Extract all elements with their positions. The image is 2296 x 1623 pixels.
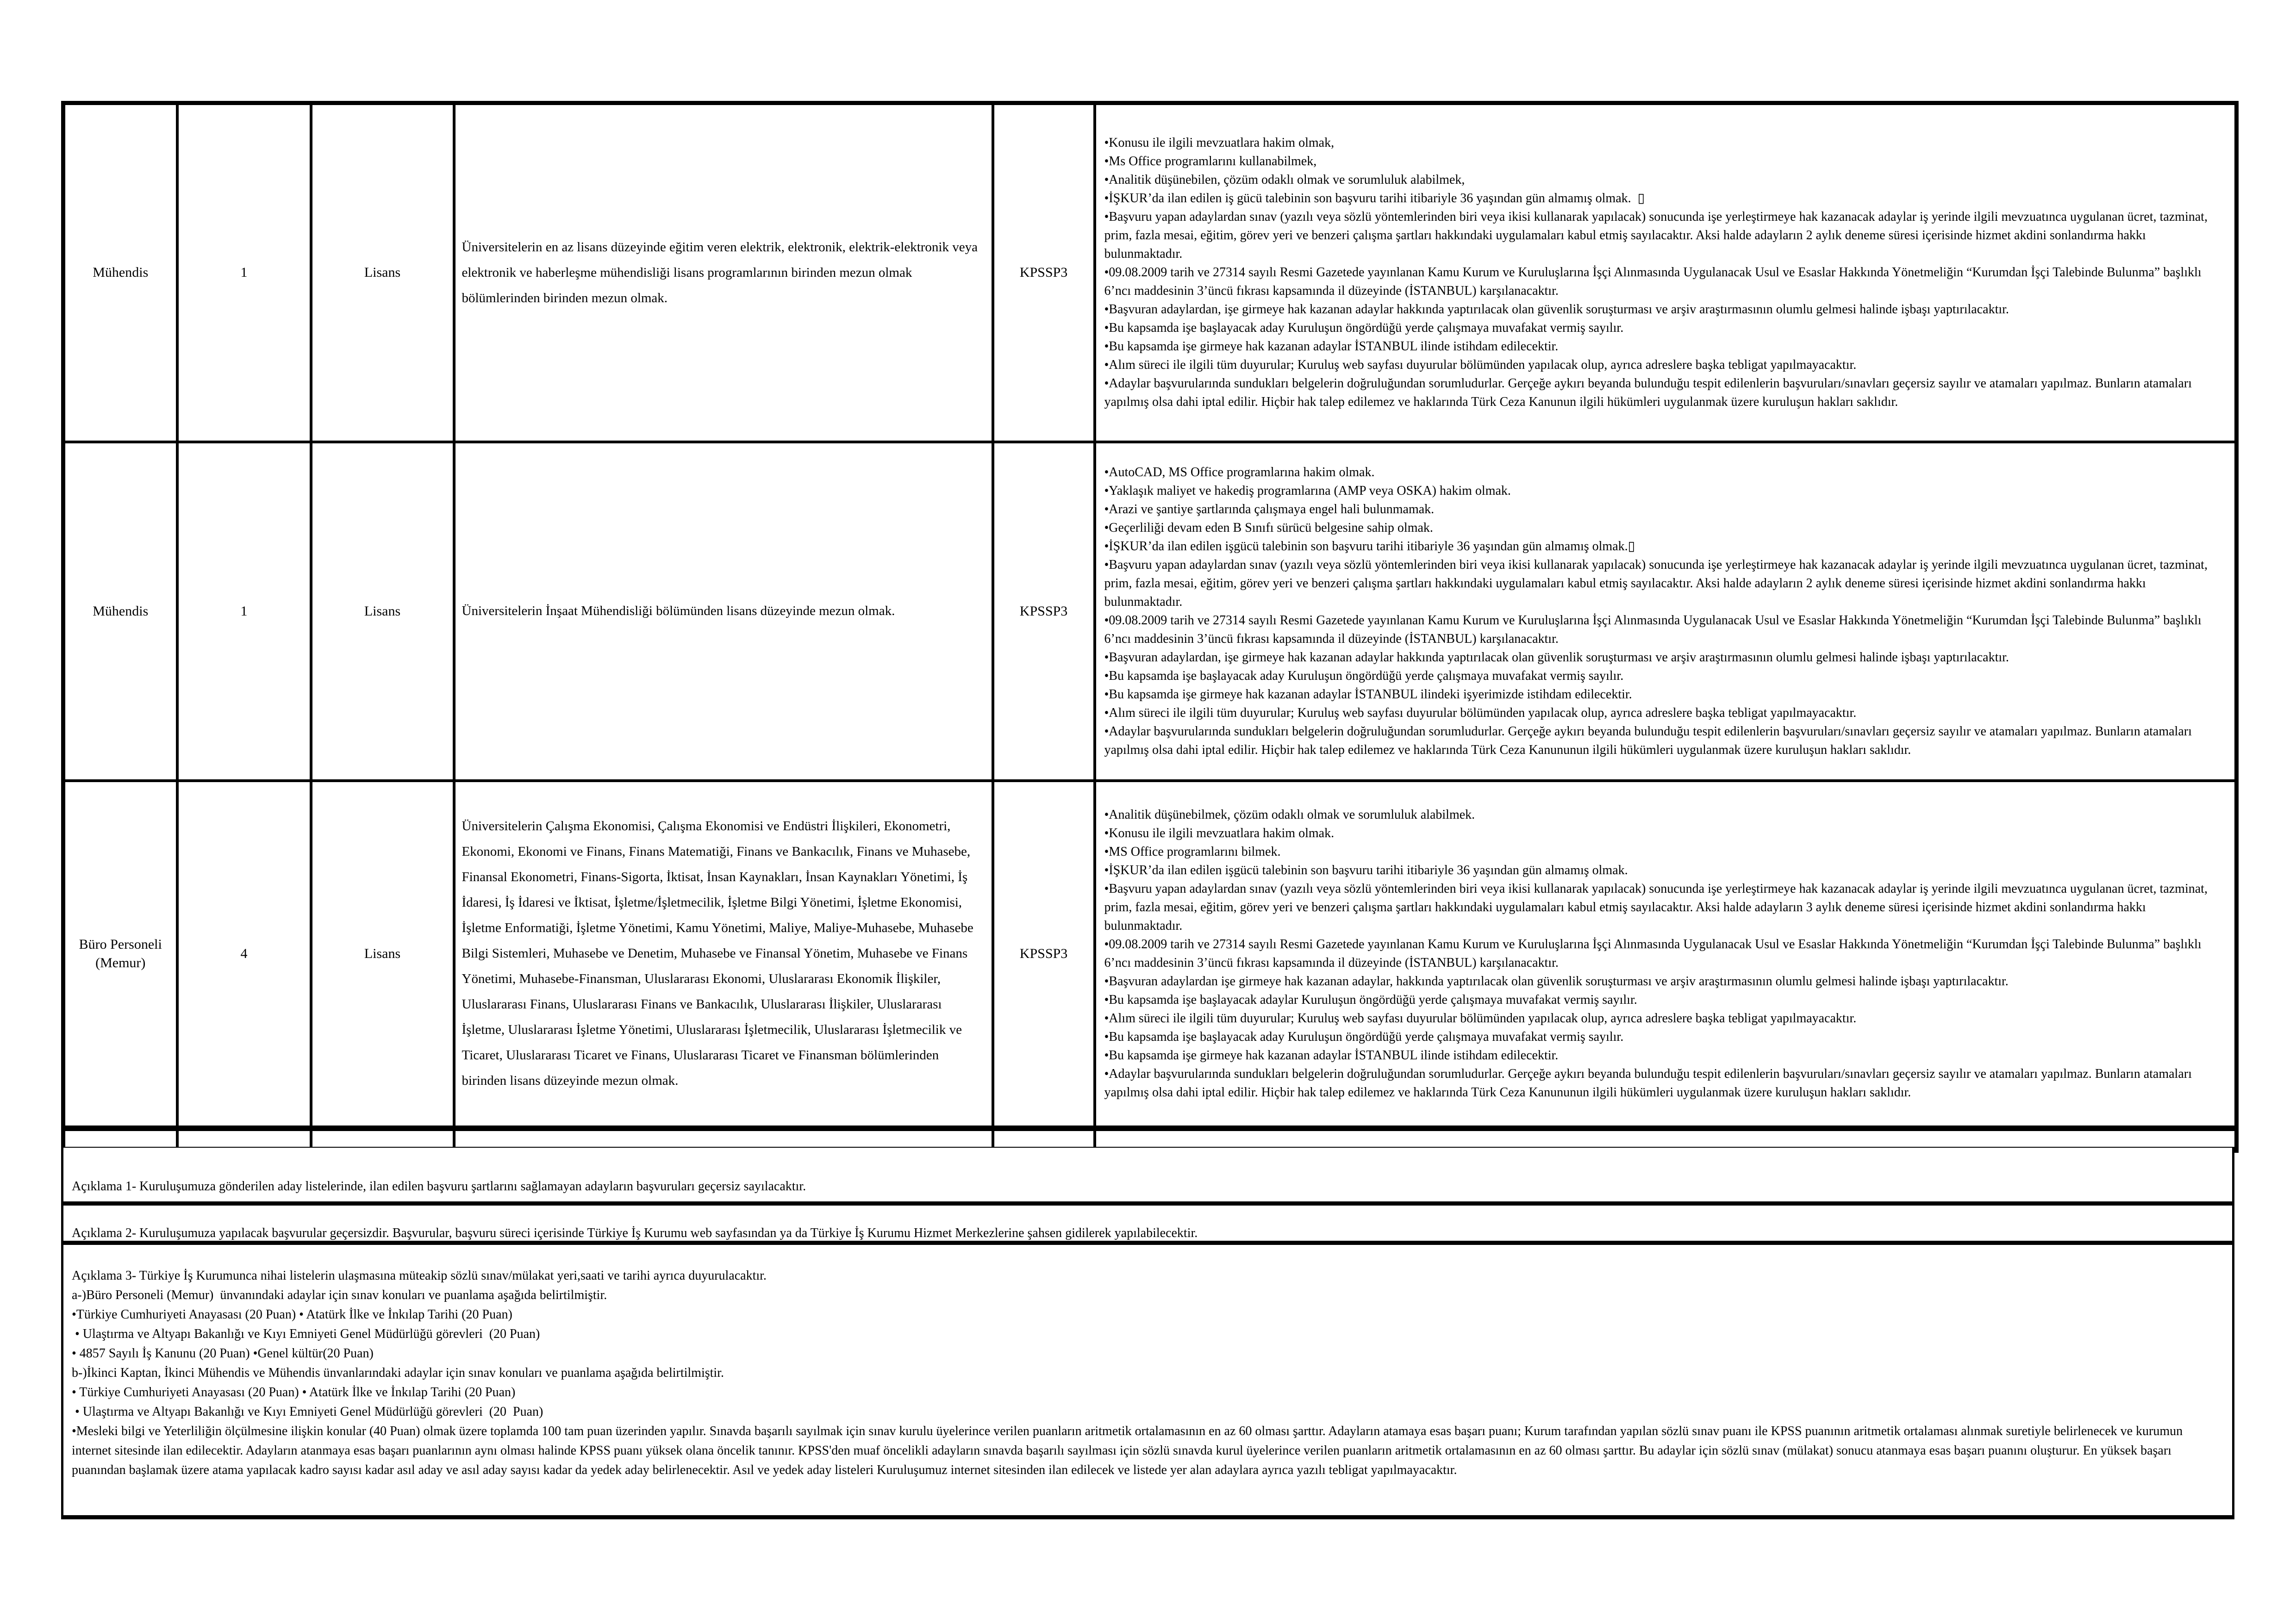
text-line: •Başvuru yapan adaylardan sınav (yazılı veya sözlü yöntemlerinden biri veya ikisi kullanarak yapılacak) sonucunda işe yerleştirmeye hak kazanacak adaylar iş yerinde ilgili mevzuatınca uygulanan ücret, tazminat, prim, fazla mesai, eğitim, görev yeri ve benzeri çalışma şartları hakkındaki uygulamaları kabul etmiş sayılacaktır. Aksi halde adayların 3 aylık deneme süresi içerisinde hizmet akdini sonlandırma hakkı bulunmaktadır.	[1104, 881, 2211, 933]
text-line: Açıklama 3- Türkiye İş Kurumunca nihai listelerin ulaşmasına müteakip sözlü sınav/mülakat yeri,saati ve tarihi ayrıca duyurulacaktır.	[72, 1269, 767, 1283]
text-line: •Alım süreci ile ilgili tüm duyurular; Kuruluş web sayfası duyurular bölümünden yapılacak olup, ayrıca adreslere başka tebligat yapılmayacaktır.	[1104, 1011, 1857, 1026]
education-level: Lisans	[311, 781, 454, 1128]
education-requirement: Üniversitelerin en az lisans düzeyinde eğitim veren elektrik, elektronik, elektrik-elektronik veya elektronik ve haberleşme mühendisliği lisans programlarının birinden mezun olmak bölümlerinden birinden mezun olmak.	[454, 103, 993, 442]
table-row	[63, 442, 2237, 781]
text-line: •Bu kapsamda işe girmeye hak kazanan adaylar İSTANBUL ilinde istihdam edilecektir.	[1104, 339, 1559, 354]
spacer-row	[63, 1128, 2237, 1150]
text-line: •Mesleki bilgi ve Yeterliliğin ölçülmesine ilişkin konular (40 Puan) olmak üzere toplamda 100 tam puan üzerinden yapılır. Sınavda başarılı sayılmak için sınav kurulu üyelerince verilen puanların aritmetik ortalamasının en az 60 olması şarttır. Adayların atamaya esas başarı puanı; Kurum tarafından yapılan sözlü sınav puanı ile KPSS puanının aritmetik ortalaması alınmak suretiyle belirlenecek ve kurumun internet sitesinde ilan edilecektir. Adayların atanmaya esas başarı puanlarının aynı olması halinde KPSS puanı yüksek olana öncelik tanınır. KPSS'den muaf öncelikli adayların sınavda başarılı sayılması için sözlü sınavda kurul üyelerince verilen puanların aritmetik ortalamasının en az 60 olması şarttır. Bu adaylar için sözlü sınav (mülakat) sonucu atanmaya esas başarı puanını oluşturur. En yüksek başarı puanından başlamak üzere atama yapılacak kadro sayısı kadar asıl aday ve asıl aday sayısı kadar da yedek aday belirlenecektir. Asıl ve yedek aday listeleri Kuruluşumuz internet sitesinden ilan edilecek ve listede yer alan adaylara ayrıca yazılı tebligat yapılmayacaktır.	[72, 1424, 2186, 1477]
note-aciklama-2	[61, 1206, 2234, 1245]
education-requirement: Üniversitelerin Çalışma Ekonomisi, Çalışma Ekonomisi ve Endüstri İlişkileri, Ekonometri, Ekonomi, Ekonomi ve Finans, Finans Matematiği, Finans ve Bankacılık, Finans ve Muhasebe, Finansal Ekonometri, Finans-Sigorta, İktisat, İnsan Kaynakları, İnsan Kaynakları Yönetimi, İş İdaresi, İş İdaresi ve İktisat, İşletme/İşletmecilik, İşletme Bilgi Yönetimi, İşletme Ekonomisi, İşletme Enformatiği, İşletme Yönetimi, Kamu Yönetimi, Maliye, Maliye-Muhasebe, Muhasebe Bilgi Sistemleri, Muhasebe ve Denetim, Muhasebe ve Finansal Yönetim, Muhasebe ve Finans Yönetimi, Muhasebe-Finansman, Uluslararası Ekonomi, Uluslararası Ekonomik İlişkiler, Uluslararası Finans, Uluslararası Finans ve Bankacılık, Uluslararası İlişkiler, Uluslararası İşletme, Uluslararası İşletme Yönetimi, Uluslararası İşletmecilik, Uluslararası İşletmecilik ve Ticaret, Uluslararası Ticaret ve Finans, Uluslararası Ticaret ve Finansman bölümlerinden birinden lisans düzeyinde mezun olmak.	[454, 781, 993, 1128]
requirements-list	[1095, 103, 2237, 442]
text-line: •Bu kapsamda işe girmeye hak kazanan adaylar İSTANBUL ilinde istihdam edilecektir.	[1104, 1048, 1559, 1063]
table-row	[63, 781, 2237, 1128]
text-line: a-)Büro Personeli (Memur) ünvanındaki adaylar için sınav konuları ve puanlama aşağıda belirtilmiştir.	[72, 1288, 607, 1302]
text-line: •Bu kapsamda işe başlayacak aday Kuruluşun öngördüğü yerde çalışmaya muvafakat vermiş sayılır.	[1104, 321, 1624, 336]
job-positions-table	[61, 101, 2239, 1153]
spacer-cell	[63, 1128, 177, 1150]
text-line: •Ms Office programlarını kullanabilmek,	[1104, 154, 1317, 169]
kpss-type: KPSSP3	[993, 781, 1095, 1128]
text-line: •Başvuran adaylardan, işe girmeye hak kazanan adaylar hakkında yaptırılacak olan güvenlik soruşturması ve arşiv araştırmasının olumlu gelmesi halinde işbaşı yaptırılacaktır.	[1104, 650, 2009, 665]
text-line: •Analitik düşünebilmek, çözüm odaklı olmak ve sorumluluk alabilmek.	[1104, 807, 1475, 822]
text-line: b-)İkinci Kaptan, İkinci Mühendis ve Mühendis ünvanlarındaki adaylar için sınav konuları ve puanlama aşağıda belirtilmiştir.	[72, 1366, 724, 1380]
text-line: • 4857 Sayılı İş Kanunu (20 Puan) •Genel kültür(20 Puan)	[72, 1346, 374, 1361]
text-line: •Adaylar başvurularında sundukları belgelerin doğruluğundan sorumludurlar. Gerçeğe aykırı beyanda bulunduğu tespit edilenlerin başvuruları/sınavları geçersiz sayılır ve atamaları yapılmaz. Bunların atamaları yapılmış olsa dahi iptal edilir. Hiçbir hak talep edilemez ve haklarında Türk Ceza Kanununun ilgili hükümleri uygulanmak üzere kuruluşun hakları saklıdır.	[1104, 1066, 2195, 1100]
text-line: • Ulaştırma ve Altyapı Bakanlığı ve Kıyı Emniyeti Genel Müdürlüğü görevleri (20 Puan)	[72, 1405, 543, 1419]
kpss-type: KPSSP3	[993, 442, 1095, 781]
text-line: •Arazi ve şantiye şartlarında çalışmaya engel hali bulunmamak.	[1104, 502, 1435, 516]
text-line: •Başvuru yapan adaylardan sınav (yazılı veya sözlü yöntemlerinden biri veya ikisi kullanarak yapılacak) sonucunda işe yerleştirmeye hak kazanacak adaylar iş yerinde ilgili mevzuatınca uygulanan ücret, tazminat, prim, fazla mesai, eğitim, görev yeri ve benzeri çalışma şartları hakkındaki uygulamaları kabul etmiş sayılacaktır. Aksi halde adayların 2 aylık deneme süresi içerisinde hizmet akdini sonlandırma hakkı bulunmaktadır.	[1104, 210, 2211, 261]
position-count: 1	[177, 103, 311, 442]
text-line: •Başvuran adaylardan, işe girmeye hak kazanan adaylar hakkında yaptırılacak olan güvenlik soruşturması ve arşiv araştırmasının olumlu gelmesi halinde işbaşı yaptırılacaktır.	[1104, 302, 2009, 317]
kpss-type: KPSSP3	[993, 103, 1095, 442]
spacer-cell	[177, 1128, 311, 1150]
text-line: •Bu kapsamda işe girmeye hak kazanan adaylar İSTANBUL ilindeki işyerimizde istihdam edilecektir.	[1104, 687, 1632, 702]
note-aciklama-3	[61, 1245, 2234, 1519]
text-line: •Yaklaşık maliyet ve hakediş programlarına (AMP veya OSKA) hakim olmak.	[1104, 483, 1511, 498]
text-line: •Adaylar başvurularında sundukları belgelerin doğruluğundan sorumludurlar. Gerçeğe aykırı beyanda bulunduğu tespit edilenlerin başvuruları/sınavları geçersiz sayılır ve atamaları yapılmaz. Bunların atamaları yapılmış olsa dahi iptal edilir. Hiçbir hak talep edilemez ve haklarında Türk Ceza Kanununun ilgili hükümleri uygulanmak üzere kuruluşun hakları saklıdır.	[1104, 724, 2195, 757]
text-line: • Türkiye Cumhuriyeti Anayasası (20 Puan) • Atatürk İlke ve İnkılap Tarihi (20 Puan)	[72, 1385, 516, 1399]
text-line: •Konusu ile ilgili mevzuatlara hakim olmak,	[1104, 136, 1335, 150]
text-line: •Bu kapsamda işe başlayacak aday Kuruluşun öngördüğü yerde çalışmaya muvafakat vermiş sayılır.	[1104, 1029, 1624, 1044]
text-line: •Başvuran adaylardan işe girmeye hak kazanan adaylar, hakkında yaptırılacak olan güvenlik soruşturması ve arşiv araştırmasının olumlu gelmesi halinde işbaşı yaptırılacaktır.	[1104, 974, 2009, 989]
position-count: 4	[177, 781, 311, 1128]
text-line: •Bu kapsamda işe başlayacak adaylar Kuruluşun öngördüğü yerde çalışmaya muvafakat vermiş sayılır.	[1104, 992, 1637, 1007]
text-line: •Bu kapsamda işe başlayacak aday Kuruluşun öngördüğü yerde çalışmaya muvafakat vermiş sayılır.	[1104, 668, 1624, 683]
position-title: Büro Personeli (Memur)	[63, 781, 177, 1128]
education-level: Lisans	[311, 103, 454, 442]
spacer-cell	[311, 1128, 454, 1150]
text-line: •Alım süreci ile ilgili tüm duyurular; Kuruluş web sayfası duyurular bölümünden yapılacak olup, ayrıca adreslere başka tebligat yapılmayacaktır.	[1104, 705, 1857, 720]
requirements-list	[1095, 442, 2237, 781]
note-text: Açıklama 2- Kuruluşumuza yapılacak başvurular geçersizdir. Başvurular, başvuru süreci içerisinde Türkiye İş Kurumu web sayfasından ya da Türkiye İş Kurumu Hizmet Merkezlerine şahsen gidilerek yapılabilecektir.	[72, 1226, 1198, 1240]
text-line: •Adaylar başvurularında sundukları belgelerin doğruluğundan sorumludurlar. Gerçeğe aykırı beyanda bulunduğu tespit edilenlerin başvuruları/sınavları geçersiz sayılır ve atamaları yapılmaz. Bunların atamaları yapılmış olsa dahi iptal edilir. Hiçbir hak talep edilemez ve haklarında Türk Ceza Kanunun ilgili hükümleri uygulanmak üzere kuruluşun hakları saklıdır.	[1104, 376, 2195, 410]
note-text: Açıklama 1- Kuruluşumuza gönderilen aday listelerinde, ilan edilen başvuru şartlarını sağlamayan adayların başvuruları geçersiz sayılacaktır.	[72, 1179, 806, 1194]
education-level: Lisans	[311, 442, 454, 781]
position-title: Mühendis	[63, 442, 177, 781]
text-line: •İŞKUR’da ilan edilen işgücü talebinin son başvuru tarihi itibariyle 36 yaşından gün almamış olmak.▯	[1104, 539, 1635, 553]
table-row	[63, 103, 2237, 442]
position-count: 1	[177, 442, 311, 781]
text-line: •İŞKUR’da ilan edilen iş gücü talebinin son başvuru tarihi itibariyle 36 yaşından gün almamış olmak. ▯	[1104, 191, 1645, 206]
text-line: •İŞKUR’da ilan edilen işgücü talebinin son başvuru tarihi itibariyle 36 yaşından gün almamış olmak.	[1104, 863, 1628, 877]
spacer-cell	[454, 1128, 993, 1150]
spacer-cell	[1095, 1128, 2237, 1150]
text-line: •MS Office programlarını bilmek.	[1104, 844, 1281, 859]
text-line: •Türkiye Cumhuriyeti Anayasası (20 Puan) • Atatürk İlke ve İnkılap Tarihi (20 Puan)	[72, 1307, 512, 1322]
position-title: Mühendis	[63, 103, 177, 442]
text-line: •AutoCAD, MS Office programlarına hakim olmak.	[1104, 465, 1375, 479]
text-line: •09.08.2009 tarih ve 27314 sayılı Resmi Gazetede yayınlanan Kamu Kurum ve Kuruluşlarına İşçi Alınmasında Uygulanacak Usul ve Esaslar Hakkında Yönetmeliğin “Kurumdan İşçi Talebinde Bulunma” başlıklı 6’ncı maddesinin 3’üncü fıkrası kapsamında il düzeyinde (İSTANBUL) karşılanacaktır.	[1104, 265, 2205, 298]
text-line: •Alım süreci ile ilgili tüm duyurular; Kuruluş web sayfası duyurular bölümünden yapılacak olup, ayrıca adreslere başka tebligat yapılmayacaktır.	[1104, 358, 1857, 373]
text-line: •09.08.2009 tarih ve 27314 sayılı Resmi Gazetede yayınlanan Kamu Kurum ve Kuruluşlarına İşçi Alınmasında Uygulanacak Usul ve Esaslar Hakkında Yönetmeliğin “Kurumdan İşçi Talebinde Bulunma” başlıklı 6’ncı maddesinin 3’üncü fıkrası kapsamında il düzeyinde (İSTANBUL) karşılanacaktır.	[1104, 613, 2205, 646]
note-aciklama-1	[61, 1148, 2234, 1206]
text-line: •09.08.2009 tarih ve 27314 sayılı Resmi Gazetede yayınlanan Kamu Kurum ve Kuruluşlarına İşçi Alınmasında Uygulanacak Usul ve Esaslar Hakkında Yönetmeliğin “Kurumdan İşçi Talebinde Bulunma” başlıklı 6’ncı maddesinin 3’üncü fıkrası kapsamında il düzeyinde (İSTANBUL) karşılanacaktır.	[1104, 937, 2205, 970]
requirements-list	[1095, 781, 2237, 1128]
text-line: •Analitik düşünebilen, çözüm odaklı olmak ve sorumluluk alabilmek,	[1104, 173, 1465, 187]
text-line: • Ulaştırma ve Altyapı Bakanlığı ve Kıyı Emniyeti Genel Müdürlüğü görevleri (20 Puan)	[72, 1327, 540, 1341]
education-requirement: Üniversitelerin İnşaat Mühendisliği bölümünden lisans düzeyinde mezun olmak.	[454, 442, 993, 781]
spacer-cell	[993, 1128, 1095, 1150]
text-line: •Konusu ile ilgili mevzuatlara hakim olmak.	[1104, 826, 1335, 840]
text-line: •Başvuru yapan adaylardan sınav (yazılı veya sözlü yöntemlerinden biri veya ikisi kullanarak yapılacak) sonucunda işe yerleştirmeye hak kazanacak adaylar iş yerinde ilgili mevzuatınca uygulanan ücret, tazminat, prim, fazla mesai, eğitim, görev yeri ve benzeri çalışma şartları hakkındaki uygulamaları kabul etmiş sayılacaktır. Aksi halde adayların 2 aylık deneme süresi içerisinde hizmet akdini sonlandırma hakkı bulunmaktadır.	[1104, 557, 2211, 609]
text-line: •Geçerliliği devam eden B Sınıfı sürücü belgesine sahip olmak.	[1104, 520, 1433, 535]
